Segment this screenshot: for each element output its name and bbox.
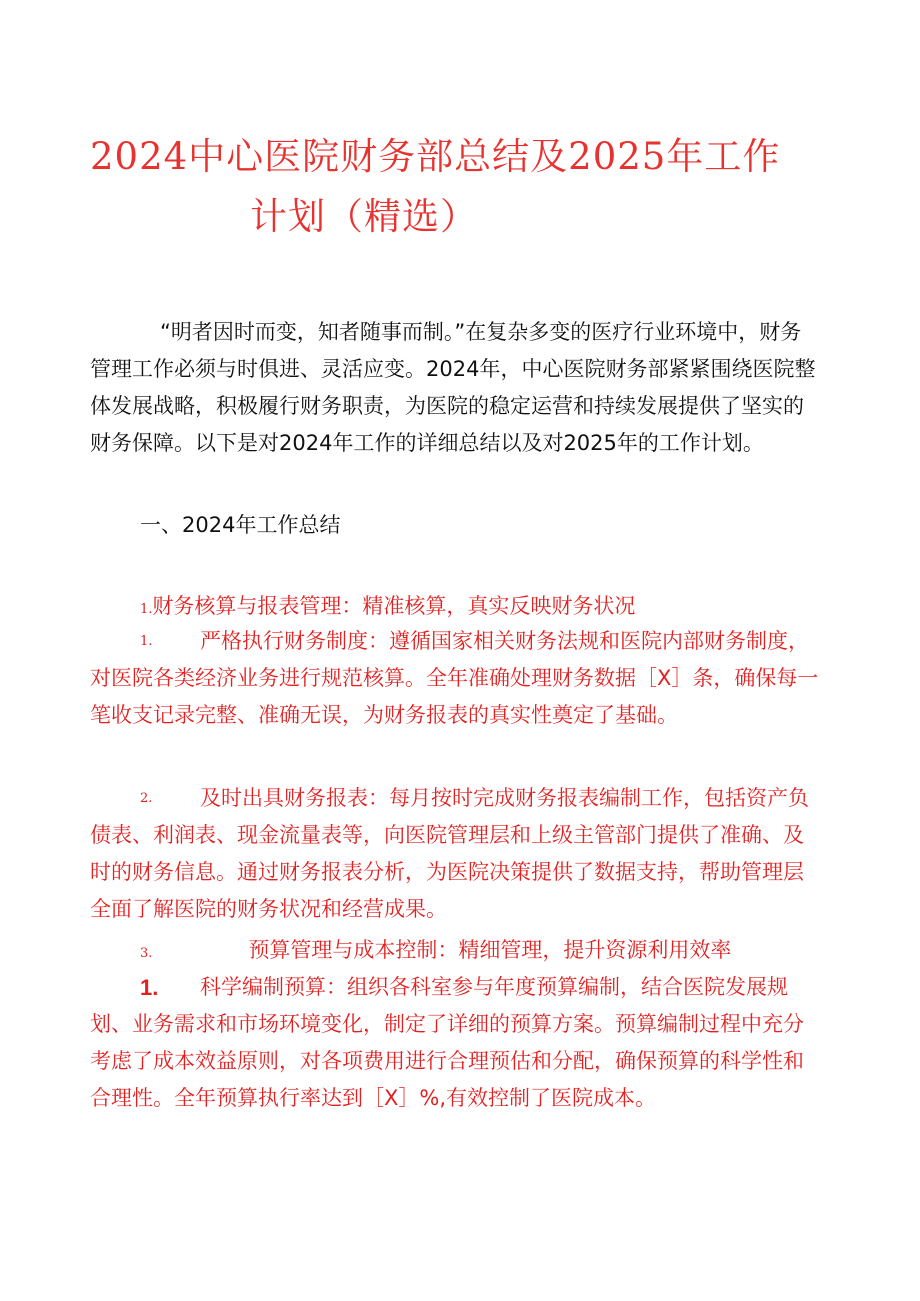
subsection-number: 1. [140,602,153,617]
subsection-number: 3. [140,946,153,961]
subsection-text: 财务核算与报表管理：精准核算，真实反映财务状况 [152,594,636,618]
section-heading: 一、2024年工作总结 [140,513,341,537]
list-item-number: 1. [140,634,153,649]
subsection-heading-1 [140,588,635,628]
list-item [90,623,820,734]
subsection-heading-3 [140,932,731,972]
list-item-number: 1. [140,975,159,1000]
subsection-text: 预算管理与成本控制：精细管理，提升资源利用效率 [248,938,732,962]
list-item-number: 2. [140,791,153,806]
list-item [90,780,820,928]
document-title-line2: 计划（精选） [250,195,478,238]
list-item-text: 科学编制预算：组织各科室参与年度预算编制，结合医院发展规划、业务需求和市场环境变化，制定了详细的预算方案。预算编制过程中充分考虑了成本效益原则，对各项费用进行合理预估和分配，确保预算的科学性和合理性。全年预算执行率达到［X］%,有效控制了医院成本。 [90,975,804,1110]
list-item [90,969,820,1117]
document-title-line1: 2024中心医院财务部总结及2025年工作 [90,135,781,178]
list-item-text: 及时出具财务报表：每月按时完成财务报表编制工作，包括资产负债表、利润表、现金流量表等，向医院管理层和上级主管部门提供了准确、及时的财务信息。通过财务报表分析，为医院决策提供了数据支持，帮助管理层全面了解医院的财务状况和经营成果。 [90,786,809,921]
list-item-text: 严格执行财务制度：遵循国家相关财务法规和医院内部财务制度，对医院各类经济业务进行规范核算。全年准确处理财务数据［X］条，确保每一笔收支记录完整、准确无误，为财务报表的真实性奠定了基础。 [90,629,819,727]
intro-paragraph: “明者因时而变，知者随事而制。”在复杂多变的医疗行业环境中，财务管理工作必须与时俱进、灵活应变。2024年，中心医院财务部紧紧围绕医院整体发展战略，积极履行财务职责，为医院的稳定运营和持续发展提供了坚实的财务保障。以下是对2024年工作的详细总结以及对2025年的工作计划。 [90,320,816,455]
